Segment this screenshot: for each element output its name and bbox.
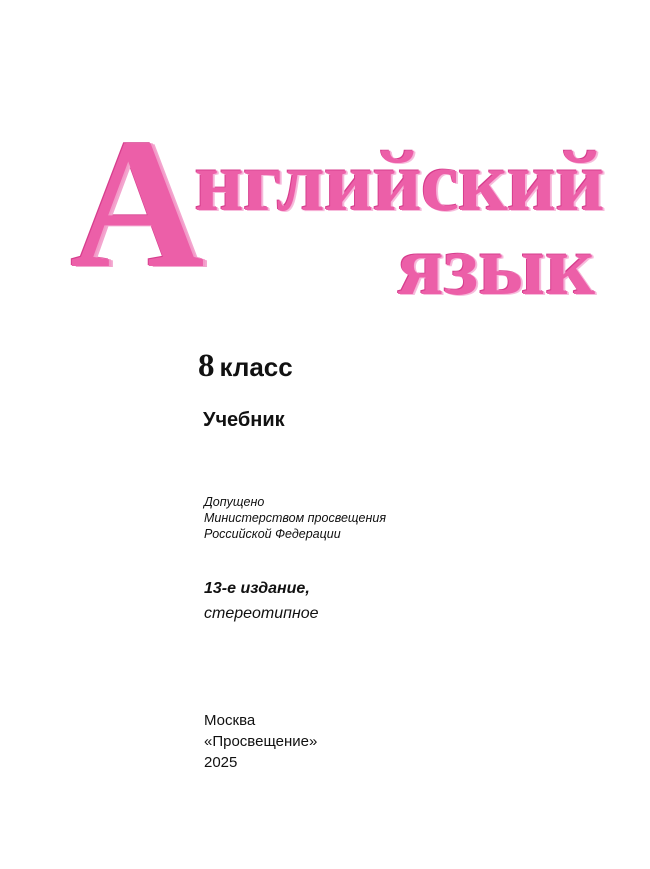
title-drop-cap: А	[70, 101, 199, 307]
grade-word: класс	[219, 352, 293, 382]
publisher-imprint	[204, 710, 317, 773]
imprint-city: Москва	[204, 712, 256, 729]
approval-statement	[204, 494, 386, 542]
edition-info	[204, 576, 319, 626]
title-line-1-rest: нглийский	[194, 133, 604, 229]
grade-level	[198, 348, 293, 385]
edition-line-1: 13-е издание,	[204, 580, 310, 597]
book-title	[0, 101, 650, 330]
title-line-2: язык	[397, 217, 595, 313]
approval-line-3: Российской Федерации	[204, 527, 341, 541]
book-type-label: Учебник	[203, 409, 285, 431]
edition-line-2: стереотипное	[204, 605, 319, 622]
approval-line-2: Министерством просвещения	[204, 511, 387, 525]
grade-number: 8	[198, 348, 215, 384]
imprint-year: 2025	[204, 754, 238, 771]
approval-line-1: Допущено	[204, 495, 265, 509]
imprint-publisher: «Просвещение»	[204, 733, 318, 750]
